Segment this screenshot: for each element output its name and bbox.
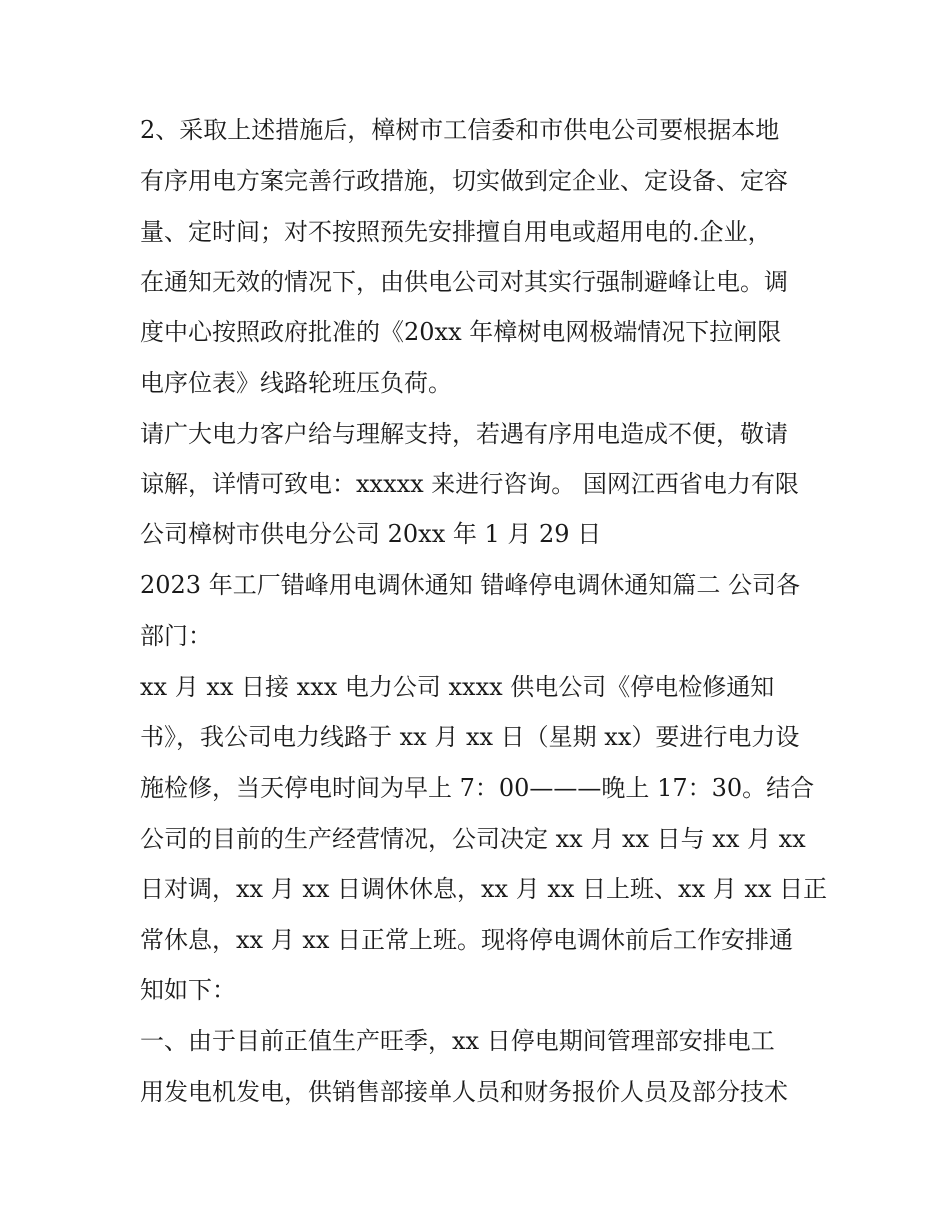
text-line: 度中心按照政府批准的《20xx 年樟树电网极端情况下拉闸限	[140, 318, 782, 346]
text-line: 部门：	[140, 622, 212, 650]
text-line: 有序用电方案完善行政措施，切实做到定企业、定设备、定容	[140, 167, 788, 195]
text-line: 谅解，详情可致电：xxxxx 来进行咨询。 国网江西省电力有限	[140, 470, 799, 498]
text-line: 常休息，xx 月 xx 日正常上班。现将停电调休前后工作安排通	[140, 926, 794, 954]
text-line: 公司的目前的生产经营情况，公司决定 xx 月 xx 日与 xx 月 xx	[140, 825, 806, 853]
text-line: 2、采取上述措施后，樟树市工信委和市供电公司要根据本地	[140, 116, 780, 144]
text-line: 日对调，xx 月 xx 日调休休息，xx 月 xx 日上班、xx 月 xx 日正	[140, 875, 828, 903]
text-line: 知如下：	[140, 976, 236, 1004]
text-line: xx 月 xx 日接 xxx 电力公司 xxxx 供电公司《停电检修通知	[140, 673, 775, 701]
text-line: 请广大电力客户给与理解支持，若遇有序用电造成不便，敬请	[140, 420, 788, 448]
text-line: 电序位表》线路轮班压负荷。	[140, 369, 452, 397]
text-line: 2023 年工厂错峰用电调休通知 错峰停电调休通知篇二 公司各	[140, 571, 800, 599]
text-line: 量、定时间；对不按照预先安排擅自用电或超用电的.企业，	[140, 218, 772, 246]
text-line: 一、由于目前正值生产旺季，xx 日停电期间管理部安排电工	[140, 1027, 775, 1055]
text-line: 施检修，当天停电时间为早上 7：00———晚上 17：30。结合	[140, 774, 815, 802]
text-line: 在通知无效的情况下，由供电公司对其实行强制避峰让电。调	[140, 268, 788, 296]
text-line: 用发电机发电，供销售部接单人员和财务报价人员及部分技术	[140, 1078, 788, 1106]
text-line: 书》，我公司电力线路于 xx 月 xx 日（星期 xx）要进行电力设	[140, 723, 800, 751]
text-line: 公司樟树市供电分公司 20xx 年 1 月 29 日	[140, 520, 602, 548]
